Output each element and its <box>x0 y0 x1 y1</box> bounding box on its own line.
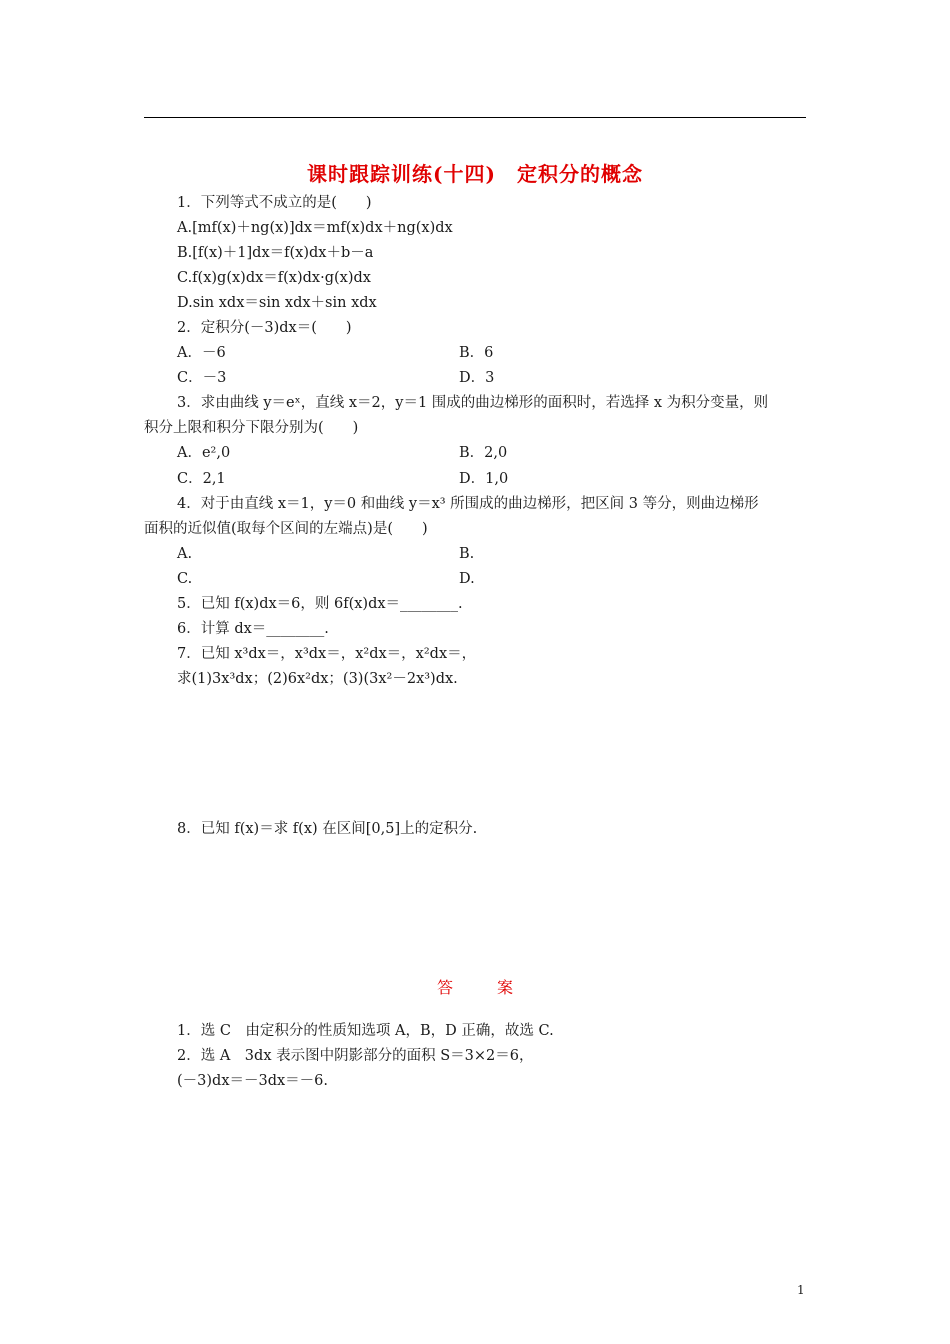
q4-option-a: A. <box>177 546 193 562</box>
q2-option-d: D．3 <box>459 370 495 386</box>
q4-option-d: D. <box>459 571 475 587</box>
q1-option-d: D.sin xdx＝sin xdx＋sin xdx <box>177 295 377 311</box>
q3-option-d: D．1,0 <box>459 471 509 487</box>
q5: 5．已知 f(x)dx＝6，则 6f(x)dx＝________. <box>177 596 463 612</box>
q4-option-c: C. <box>177 571 193 587</box>
q1-option-c: C.f(x)g(x)dx＝f(x)dx·g(x)dx <box>177 270 371 286</box>
q3-stem-line2: 积分上限和积分下限分别为( ) <box>144 420 359 436</box>
q4-stem-line1: 4．对于由直线 x＝1，y＝0 和曲线 y＝x³ 所围成的曲边梯形，把区间 3 等分，则曲边梯形 <box>177 496 759 512</box>
q7-line1: 7．已知 x³dx＝，x³dx＝，x²dx＝，x²dx＝， <box>177 646 477 662</box>
answer-1: 1．选 C 由定积分的性质知选项 A，B，D 正确，故选 C. <box>177 1023 554 1039</box>
q3-stem-line1: 3．求由曲线 y＝eˣ，直线 x＝2，y＝1 围成的曲边梯形的面积时，若选择 x 为积分变量，则 <box>177 395 769 411</box>
q6: 6．计算 dx＝________. <box>177 621 329 637</box>
header-rule <box>144 117 806 118</box>
q4-option-b: B. <box>459 546 475 562</box>
page-number: 1 <box>797 1283 805 1297</box>
q1-option-b: B.[f(x)＋1]dx＝f(x)dx＋b－a <box>177 245 374 261</box>
q1-option-a: A.[mf(x)＋ng(x)]dx＝mf(x)dx＋ng(x)dx <box>177 220 453 236</box>
q2-option-c: C．－3 <box>177 370 227 386</box>
q8: 8．已知 f(x)＝求 f(x) 在区间[0,5]上的定积分. <box>177 821 478 837</box>
q7-line2: 求(1)3x³dx；(2)6x²dx；(3)(3x²－2x³)dx. <box>177 671 458 687</box>
q2-option-a: A．－6 <box>177 345 226 361</box>
q2-option-b: B．6 <box>459 345 494 361</box>
answer-heading: 答 案 <box>436 978 527 997</box>
q1-stem: 1．下列等式不成立的是( ) <box>177 195 372 211</box>
page-title: 课时跟踪训练(十四) 定积分的概念 <box>307 162 643 186</box>
answer-2-line2: (－3)dx＝－3dx＝－6. <box>177 1073 329 1089</box>
q2-stem: 2．定积分(－3)dx＝( ) <box>177 320 352 336</box>
q4-stem-line2: 面积的近似值(取每个区间的左端点)是( ) <box>144 521 428 537</box>
q3-option-c: C．2,1 <box>177 471 226 487</box>
q3-option-a: A．e²,0 <box>177 445 231 461</box>
q3-option-b: B．2,0 <box>459 445 508 461</box>
answer-2-line1: 2．选 A 3dx 表示图中阴影部分的面积 S＝3×2＝6， <box>177 1048 534 1064</box>
